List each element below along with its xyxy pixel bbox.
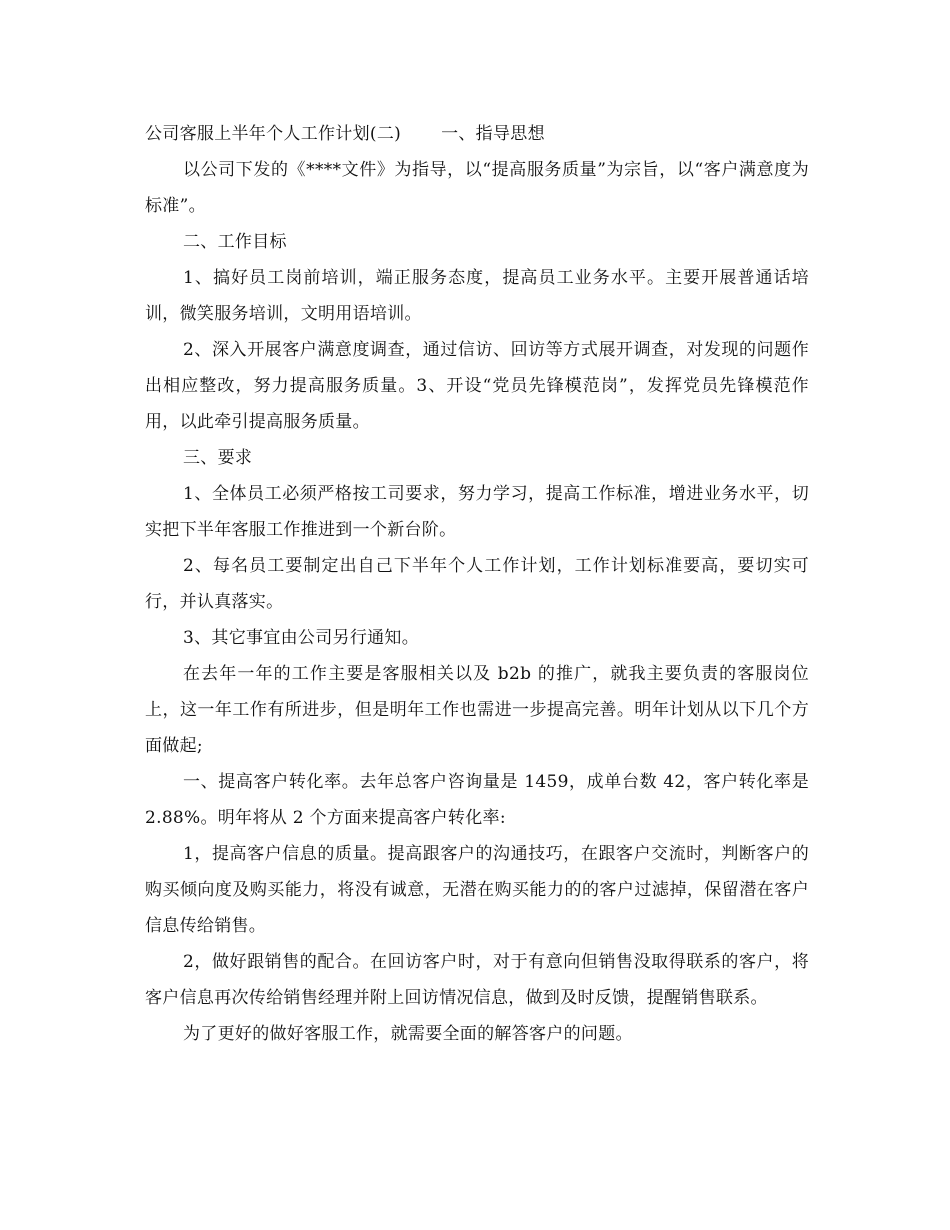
paragraph: 3、其它事宜由公司另行通知。 — [183, 628, 420, 648]
paragraph: 在去年一年的工作主要是客服相关以及 b2b 的推广，就我主要负责的客服岗位上，这一年工作有所进步，但是明年工作也需进一步提高完善。明年计划从以下几个方面做起; — [145, 664, 809, 756]
section-heading-work-goals: 二、工作目标 — [183, 232, 287, 252]
document-body — [145, 116, 809, 1052]
paragraph: 2、每名员工要制定出自己下半年个人工作计划，工作计划标准要高，要切实可行，并认真落实。 — [145, 556, 809, 612]
paragraph: 一、提高客户转化率。去年总客户咨询量是 1459，成单台数 42，客户转化率是 2.88%。明年将从 2 个方面来提高客户转化率: — [145, 772, 809, 828]
paragraph: 1、搞好员工岗前培训，端正服务态度，提高员工业务水平。主要开展普通话培训，微笑服务培训，文明用语培训。 — [145, 268, 809, 324]
paragraph: 为了更好的做好客服工作，就需要全面的解答客户的问题。 — [183, 1024, 633, 1044]
title-line — [145, 116, 809, 152]
section-heading-guiding-ideology: 一、指导思想 — [441, 124, 545, 144]
document-title: 公司客服上半年个人工作计划(二) — [145, 124, 402, 144]
paragraph: 1，提高客户信息的质量。提高跟客户的沟通技巧，在跟客户交流时，判断客户的购买倾向度及购买能力，将没有诚意，无潜在购买能力的的客户过滤掉，保留潜在客户信息传给销售。 — [145, 844, 809, 936]
paragraph: 2、深入开展客户满意度调查，通过信访、回访等方式展开调查，对发现的问题作出相应整改，努力提高服务质量。3、开设“党员先锋模范岗”，发挥党员先锋模范作用，以此牵引提高服务质量。 — [145, 340, 809, 432]
section-heading-requirements: 三、要求 — [183, 448, 253, 468]
paragraph: 2，做好跟销售的配合。在回访客户时，对于有意向但销售没取得联系的客户，将客户信息再次传给销售经理并附上回访情况信息，做到及时反馈，提醒销售联系。 — [145, 952, 809, 1008]
paragraph: 1、全体员工必须严格按工司要求，努力学习，提高工作标准，增进业务水平，切实把下半年客服工作推进到一个新台阶。 — [145, 484, 809, 540]
paragraph: 以公司下发的《****文件》为指导，以“提高服务质量”为宗旨，以“客户满意度为标准”。 — [145, 160, 809, 216]
